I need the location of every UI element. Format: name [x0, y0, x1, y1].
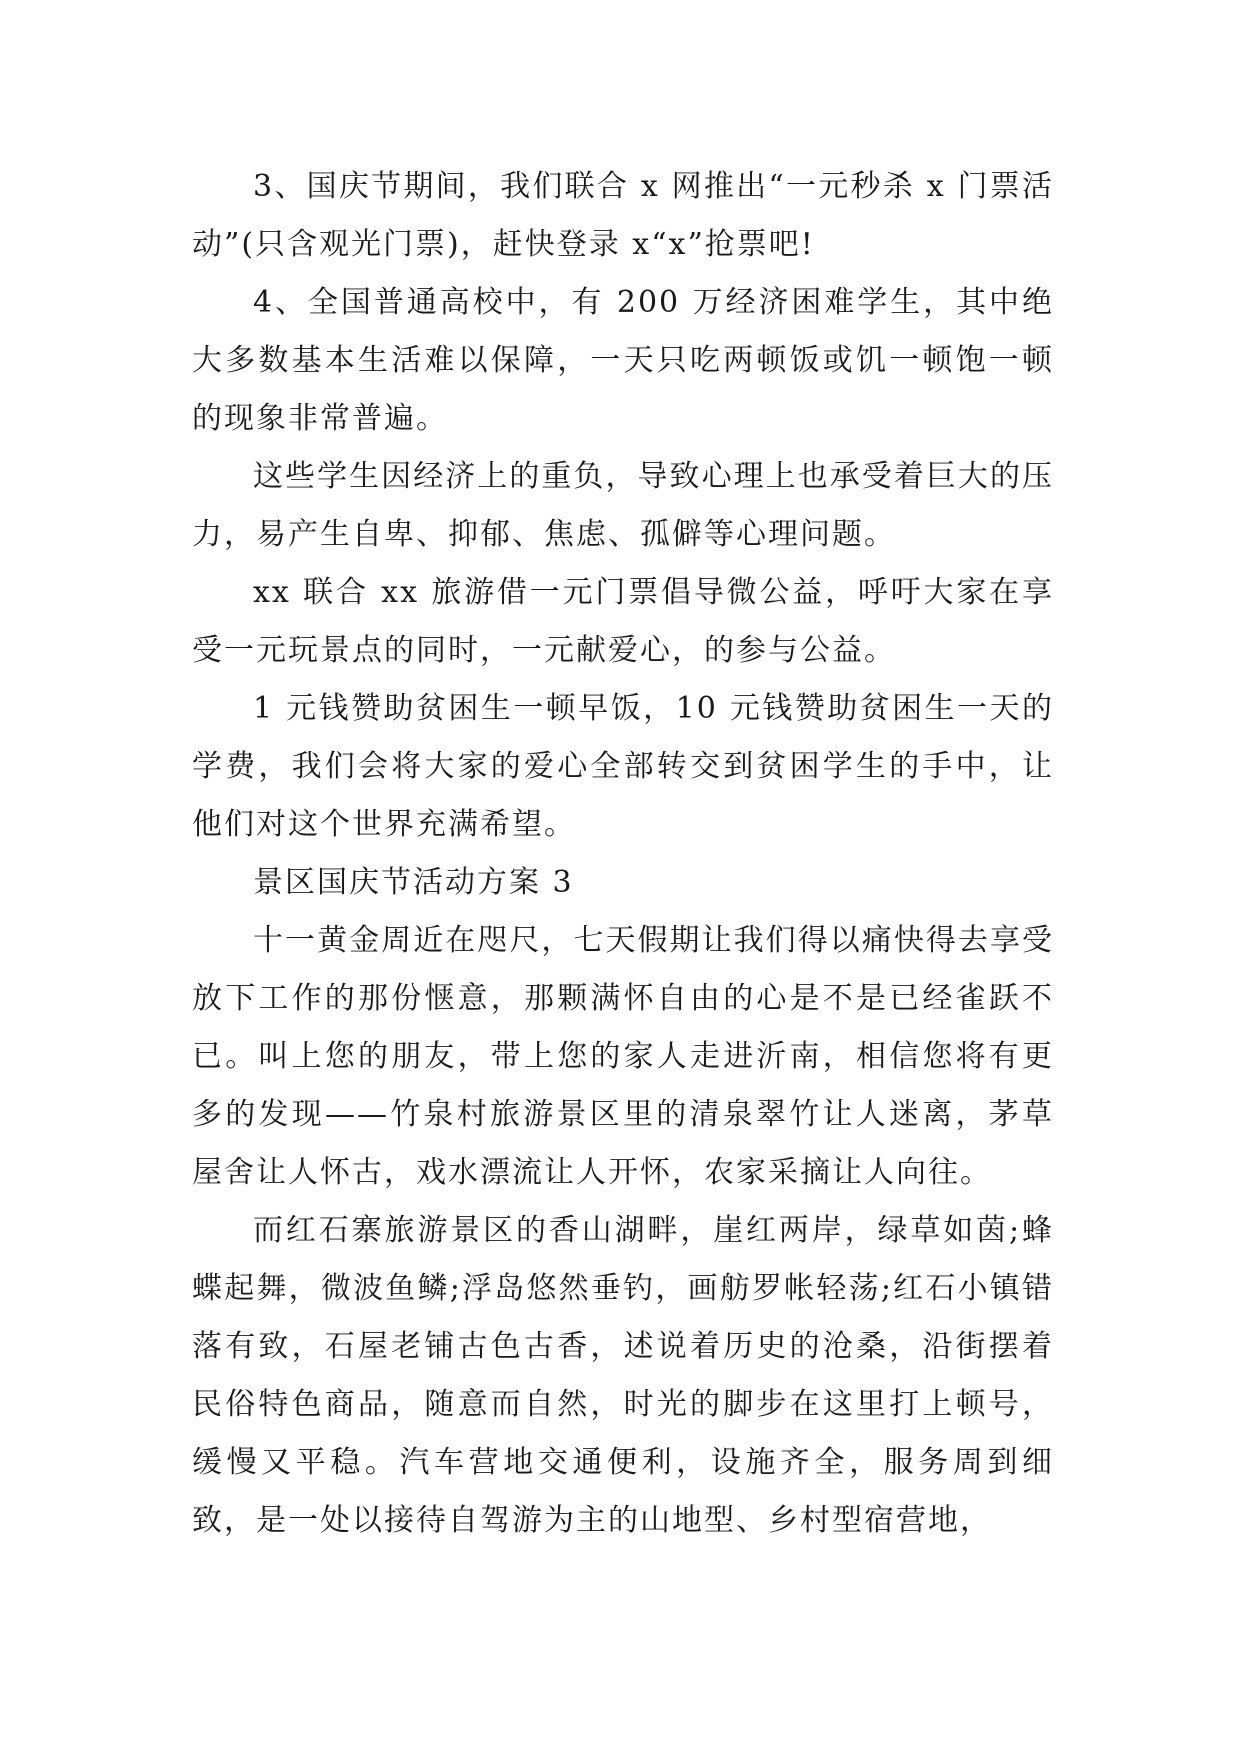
- paragraph-donation-details: 1 元钱赞助贫困生一顿早饭，10 元钱赞助贫困生一天的学费，我们会将大家的爱心全部转交到贫困学生的手中，让他们对这个世界充满希望。: [192, 691, 1054, 842]
- paragraph-hongshizhai: 而红石寨旅游景区的香山湖畔，崖红两岸，绿草如茵;蜂蝶起舞，微波鱼鳞;浮岛悠然垂钓，画舫罗帐轻荡;红石小镇错落有致，石屋老铺古色古香，述说着历史的沧桑，沿街摆着民俗特色商品，随意而自然，时光的脚步在这里打上顿号，缓慢又平稳。汽车营地交通便利，设施齐全，服务周到细致，是一处以接待自驾游为主的山地型、乡村型宿营地，: [192, 1213, 1054, 1538]
- paragraph-micro-charity: xx 联合 xx 旅游借一元门票倡导微公益，呼吁大家在享受一元玩景点的同时，一元献爱心，的参与公益。: [192, 575, 1054, 668]
- document-body: [192, 158, 1054, 1550]
- section-heading: 景区国庆节活动方案 3: [253, 865, 574, 900]
- paragraph-golden-week: 十一黄金周近在咫尺，七天假期让我们得以痛快得去享受放下工作的那份惬意，那颗满怀自由的心是不是已经雀跃不已。叫上您的朋友，带上您的家人走进沂南，相信您将有更多的发现——竹泉村旅游景区里的清泉翠竹让人迷离，茅草屋舍让人怀古，戏水漂流让人开怀，农家采摘让人向往。: [192, 923, 1054, 1190]
- paragraph-ticket-promotion: 3、国庆节期间，我们联合 x 网推出“一元秒杀 x 门票活动”(只含观光门票)，赶快登录 x“x”抢票吧!: [192, 169, 1054, 262]
- paragraph-psychological-pressure: 这些学生因经济上的重负，导致心理上也承受着巨大的压力，易产生自卑、抑郁、焦虑、孤僻等心理问题。: [192, 459, 1054, 552]
- paragraph-students-hardship: 4、全国普通高校中，有 200 万经济困难学生，其中绝大多数基本生活难以保障，一天只吃两顿饭或饥一顿饱一顿的现象非常普遍。: [192, 285, 1054, 436]
